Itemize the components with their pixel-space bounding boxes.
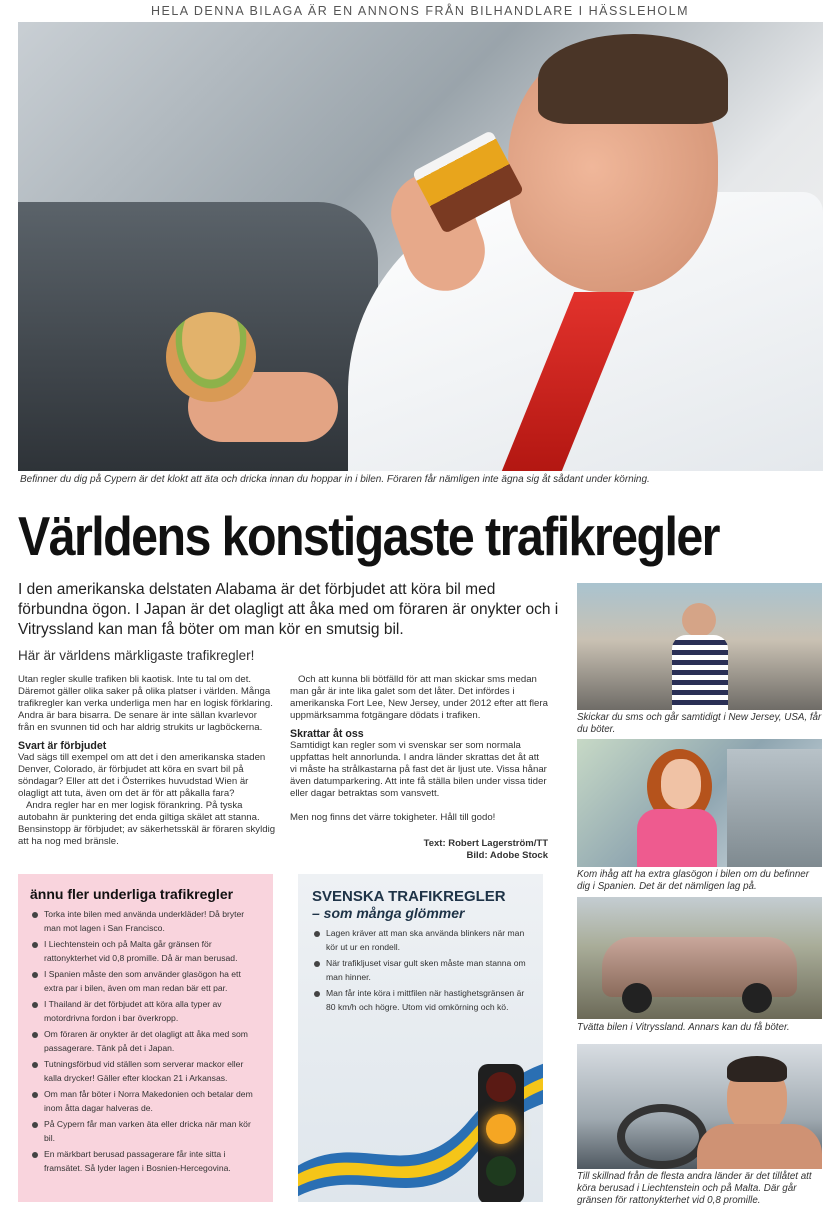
bullet-icon [32,972,38,978]
byline [290,838,548,862]
body-column-2 [290,674,548,824]
hero-caption: Befinner du dig på Cypern är det klokt att äta och dricka innan du hoppar in i bilen. Föraren får nämligen inte ägna sig åt sådant under körning. [20,474,650,485]
bullet-icon [32,1152,38,1158]
list-item: När trafikljuset visar gult sken måste man stanna om man hinner. [312,957,529,984]
fact-list [30,908,261,1175]
byline-photo: Bild: Adobe Stock [466,850,548,861]
photo-man-drinking-in-car [577,1044,822,1169]
photo-caption: Skickar du sms och går samtidigt i New Jersey, USA, får du böter. [577,712,822,735]
lead-paragraph: I den amerikanska delstaten Alabama är det förbjudet att köra bil med förbundna ögon. I Japan är det olagligt att åka med om föraren är onykter och i Vitryssland kan man få böter om man kör en smutsig bil. [18,581,559,638]
fact-box-pink [18,874,273,1202]
list-item: I Liechtenstein och på Malta går gränsen för rattonykterhet vid 0,8 promille. Då är man berusad. [30,938,261,965]
list-item: Om föraren är onykter är det olagligt att åka med som passagerare. Tänk på det i Japan. [30,1028,261,1055]
fact-box-subtitle: – som många glömmer [312,905,465,921]
man-hair [538,34,728,124]
burger [166,312,256,402]
photo-dirty-car [577,897,822,1019]
list-item: Tutningsförbud vid ställen som serverar mackor eller kalla drycker! Gäller efter klockan 21 i Arkansas. [30,1058,261,1085]
body-paragraph: Och att kunna bli bötfälld för att man skickar sms medan man går är inte lika galet som det låter. Det infördes i amerikanska Fort Lee, New Jersey, under 2012 efter att flera uppmärksamma fotgängare dödats i trafiken. [290,674,548,721]
body-paragraph: Men nog finns det värre tokigheter. Håll till godo! [290,812,496,823]
headline: Världens konstigaste trafikregler [18,505,719,567]
photo-caption: Till skillnad från de flesta andra länder är det tillåtet att köra berusad i Liechtenstein och på Malta. Där går gränsen för rattonykterhet vid 0,8 promille. [577,1171,812,1206]
section-heading: Svart är förbjudet [18,740,107,752]
list-item: I Thailand är det förbjudet att köra alla typer av motordrivna fordon i bar överkropp. [30,998,261,1025]
section-heading: Skrattar åt oss [290,728,364,740]
photo-woman-glasses-car [577,739,822,867]
fact-box-title: SVENSKA TRAFIKREGLER [312,888,506,905]
bullet-icon [32,1122,38,1128]
fact-box-swedish-rules [298,874,543,1202]
body-paragraph: Samtidigt kan regler som vi svenskar ser som normala uppfattas helt annorlunda. I andra länder skrattas det åt att vi måste ha strålkastarna på fast det är ljust ute. Vissa hånar även datumparkering. Att inte få ställa bilen under vissa tider eller dagar betraktas som vansvett. [290,740,547,799]
bullet-icon [32,1062,38,1068]
list-item: Man får inte köra i mittfilen när hastighetsgränsen är 80 km/h och högre. Utom vid omkörning och kö. [312,987,529,1014]
bullet-icon [32,942,38,948]
photo-texting-pedestrian [577,583,822,710]
fact-list [312,927,529,1014]
hero-photo [18,22,823,471]
list-item: På Cypern får man varken äta eller dricka när man kör bil. [30,1118,261,1145]
list-item: Lagen kräver att man ska använda blinkers när man kör ut ur en rondell. [312,927,529,954]
green-light [486,1156,516,1186]
traffic-light-icon [478,1064,524,1202]
body-paragraph: Utan regler skulle trafiken bli kaotisk. Inte tu tal om det. Däremot gäller olika saker på olika platser i världen. Många trafikregler kan verka underliga men har en logisk förklaring. Andra är bara bisarra. De senare är inte sällan kvarlevor från en svunnen tid och har aldrig strukits ur lagböckerna. [18,674,273,733]
list-item: Om man får böter i Norra Makedonien och betalar dem inom åtta dagar halveras de. [30,1088,261,1115]
list-item: En märkbart berusad passagerare får inte sitta i framsätet. Så lyder lagen i Bosnien-Hercegovina. [30,1148,261,1175]
bullet-icon [32,1002,38,1008]
fact-box-title: ännu fler underliga trafikregler [30,886,234,902]
bullet-icon [32,1092,38,1098]
red-light [486,1072,516,1102]
bullet-icon [32,1032,38,1038]
photo-caption: Kom ihåg att ha extra glasögon i bilen om du befinner dig i Spanien. Det är det nämligen lag på. [577,869,810,892]
amber-light [486,1114,516,1144]
body-paragraph: Andra regler har en mer logisk förankring. På tyska autobahn är punktering det enda giltiga skälet att stanna. Bensinstopp är förbjudet; av säkerhetsskäl är föraren skyldig att ha nog med bränsle. [18,800,276,847]
list-item: Torka inte bilen med använda underkläder! Då bryter man mot lagen i San Francisco. [30,908,261,935]
list-item: I Spanien måste den som använder glasögon ha ett extra par i bilen, även om man redan bär ett par. [30,968,261,995]
byline-text: Text: Robert Lagerström/TT [423,838,548,849]
bullet-icon [32,912,38,918]
body-paragraph: Vad sägs till exempel om att det i den amerikanska staden Denver, Colorado, är förbjudet att köra en svart bil på söndagar? Eller att det i Österrikes huvudstad Wien är olagligt att tuta, även om det är för att påkalla fara? [18,752,266,799]
advertisement-banner: HELA DENNA BILAGA ÄR EN ANNONS FRÅN BILHANDLARE I HÄSSLEHOLM [150,4,690,18]
bullet-icon [314,931,320,937]
photo-caption: Tvätta bilen i Vitryssland. Annars kan du få böter. [577,1022,790,1033]
subheading: Här är världens märkligaste trafikregler! [18,648,255,663]
bullet-icon [314,991,320,997]
body-column-1 [18,674,276,848]
bullet-icon [314,961,320,967]
